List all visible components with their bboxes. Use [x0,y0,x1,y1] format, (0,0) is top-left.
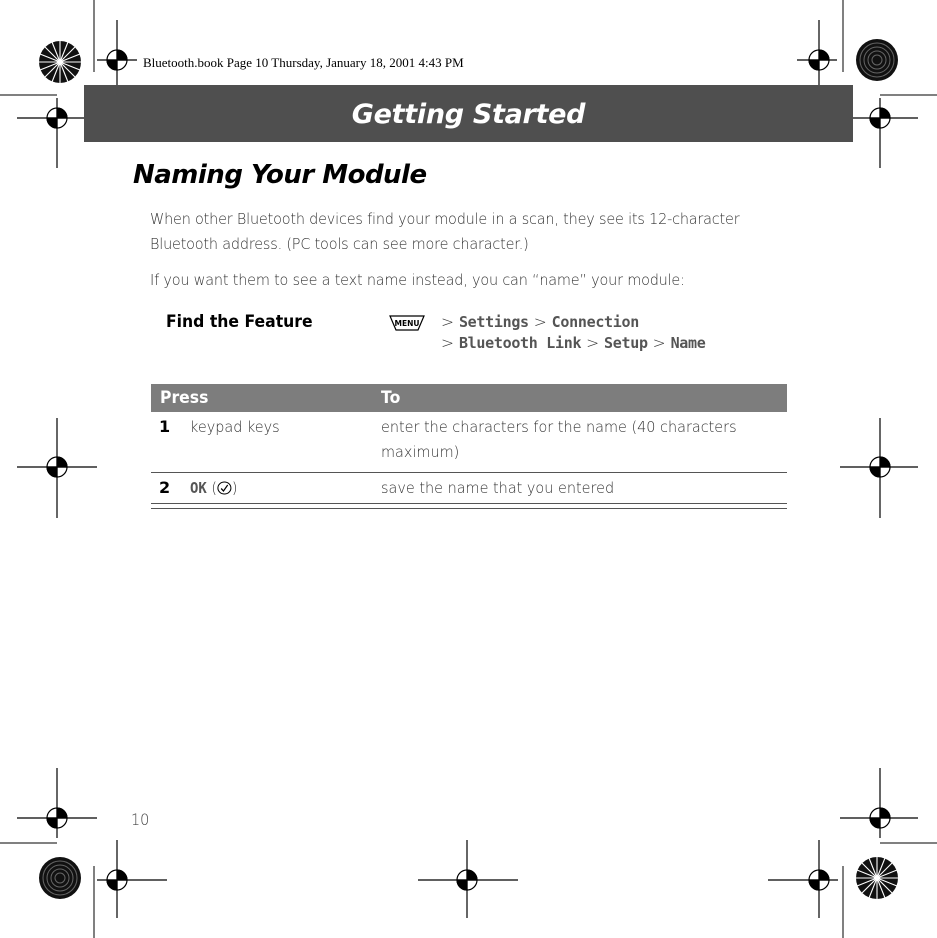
registration-target-icon [418,840,518,918]
press-cell [190,476,238,501]
table-bottom-rule [151,508,787,509]
path-separator: > [441,313,454,331]
registration-target-icon [97,840,167,918]
menu-option-setup: Setup [604,334,648,352]
registration-target-icon [17,768,97,838]
menu-option-settings: Settings [458,313,529,331]
starburst-mark-icon [856,857,898,899]
menu-key-text: MENU [394,319,420,328]
menu-key-icon [389,315,425,331]
column-header-to: To [381,388,401,408]
menu-option-connection: Connection [551,313,639,331]
step-number: 2 [159,478,171,497]
intro-line: When other Bluetooth devices find your module in a scan, they see its 12-character [150,210,740,228]
page-title: Naming Your Module [133,160,427,190]
banner-title: Getting Started [351,99,586,130]
row-divider [151,472,787,473]
path-separator: > [533,313,547,331]
print-slug: Bluetooth.book Page 10 Thursday, January 18, 2001 4:43 PM [143,55,464,70]
to-line: enter the characters for the name (40 characters [381,418,737,436]
table-bottom-rule [151,503,787,504]
paren-close: ) [231,479,238,497]
ok-key-icon [217,481,232,495]
table-header [151,384,787,412]
to-cell [381,415,737,465]
ok-softkey-label: OK [190,479,207,497]
step-number: 1 [159,417,171,436]
to-cell: save the name that you entered [381,479,615,497]
registration-target-icon [840,768,918,838]
registration-target-icon [768,840,838,918]
intro-paragraph [150,207,739,257]
dial-mark-icon [856,39,898,81]
press-cell: keypad keys [190,418,280,436]
page-number: 10 [131,810,150,829]
paren-open: ( [211,479,218,497]
column-header-press: Press [160,388,209,408]
dial-mark-icon [39,857,81,899]
to-line: maximum) [381,443,460,461]
intro-line: Bluetooth address. (PC tools can see more character.) [150,235,529,253]
menu-option-name: Name [670,334,706,352]
find-feature-label: Find the Feature [166,312,313,332]
path-separator: > [586,334,600,352]
section-banner [84,85,853,142]
registration-target-icon [17,418,97,518]
instruction-paragraph: If you want them to see a text name instead, you can “name” your module: [150,271,685,289]
menu-option-bluetooth-link: Bluetooth Link [458,334,582,352]
feature-path-line [441,334,706,352]
registration-target-icon [840,418,918,518]
starburst-mark-icon [39,41,81,83]
path-separator: > [652,334,666,352]
feature-path-line [441,313,639,331]
path-separator: > [441,334,454,352]
